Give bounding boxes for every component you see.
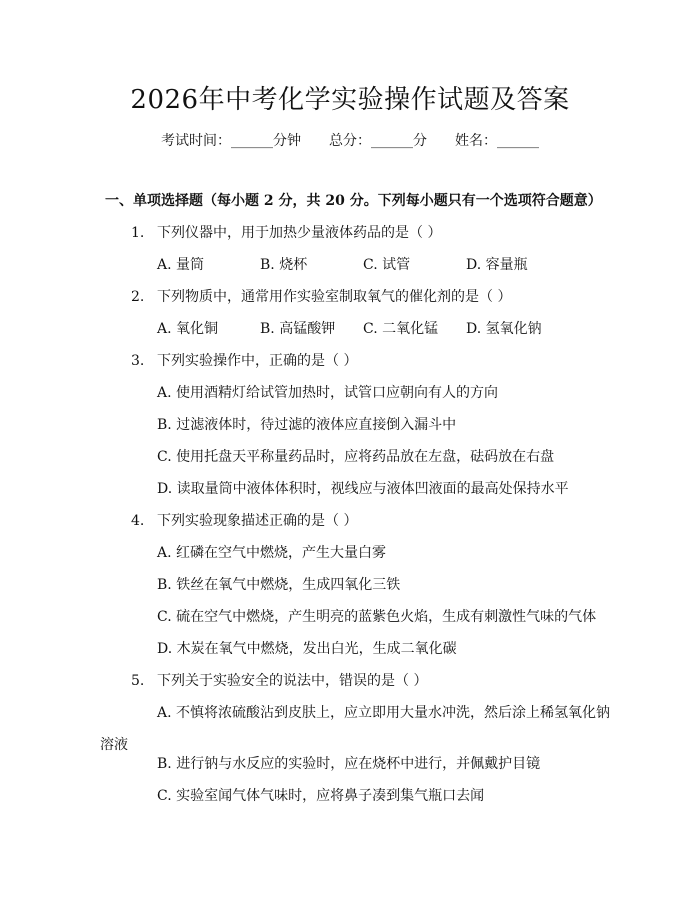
option-a: A. 量筒 [157,257,205,273]
option-b: B. 高锰酸钾 [260,321,336,337]
option-c: C. 实验室闻气体气味时，应将鼻子凑到集气瓶口去闻 [157,788,485,804]
option-c: C. 硫在空气中燃烧，产生明亮的蓝紫色火焰，生成有刺激性气味的气体 [157,609,597,625]
option-d: D. 氢氧化钠 [466,321,542,337]
question-2-options [157,318,569,340]
page-title: 2026年中考化学实验操作试题及答案 [130,85,570,115]
question-number: 4. [131,513,145,529]
exam-meta [0,131,700,151]
question-1-options [157,254,569,276]
question-stem: 下列实验操作中，正确的是（ ） [157,353,358,369]
question-number: 3. [131,353,145,369]
option-d: D. 木炭在氧气中燃烧，发出白光，生成二氧化碳 [157,641,457,657]
question-stem: 下列仪器中，用于加热少量液体药品的是（ ） [157,225,442,241]
question-stem: 下列物质中，通常用作实验室制取氧气的催化剂的是（ ） [157,289,512,305]
option-a: A. 氧化铜 [157,321,219,337]
option-b: B. 烧杯 [260,257,308,273]
option-a: A. 使用酒精灯给试管加热时，试管口应朝向有人的方向 [157,385,499,401]
section-heading: 一、单项选择题（每小题 2 分，共 20 分。下列每小题只有一个选项符合题意） [105,193,602,209]
option-c: C. 二氧化锰 [363,321,439,337]
question-3 [131,350,357,372]
question-stem: 下列实验现象描述正确的是（ ） [157,513,358,529]
option-a: A. 不慎将浓硫酸沾到皮肤上，应立即用大量水冲洗，然后涂上稀氢氧化钠溶液 [100,705,611,753]
option-b: B. 进行钠与水反应的实验时，应在烧杯中进行，并佩戴护目镜 [157,756,541,772]
question-number: 5. [131,673,145,689]
option-a: A. 红磷在空气中燃烧，产生大量白雾 [157,545,387,561]
option-c: C. 试管 [363,257,411,273]
question-number: 2. [131,289,145,305]
question-stem: 下列关于实验安全的说法中，错误的是（ ） [157,673,428,689]
question-5 [131,670,427,692]
option-c: C. 使用托盘天平称量药品时，应将药品放在左盘，砝码放在右盘 [157,449,555,465]
question-1 [131,222,441,244]
exam-time-field: 考试时间：______分钟 [161,133,301,149]
option-b: B. 过滤液体时，待过滤的液体应直接倒入漏斗中 [157,417,457,433]
option-b: B. 铁丝在氧气中燃烧，生成四氧化三铁 [157,577,401,593]
student-name-field: 姓名：______ [455,133,539,149]
question-4 [131,510,357,532]
option-d: D. 容量瓶 [466,257,528,273]
question-2 [131,286,511,308]
total-score-field: 总分：______分 [329,133,427,149]
option-d: D. 读取量筒中液体体积时，视线应与液体凹液面的最高处保持水平 [157,481,569,497]
question-number: 1. [131,225,145,241]
